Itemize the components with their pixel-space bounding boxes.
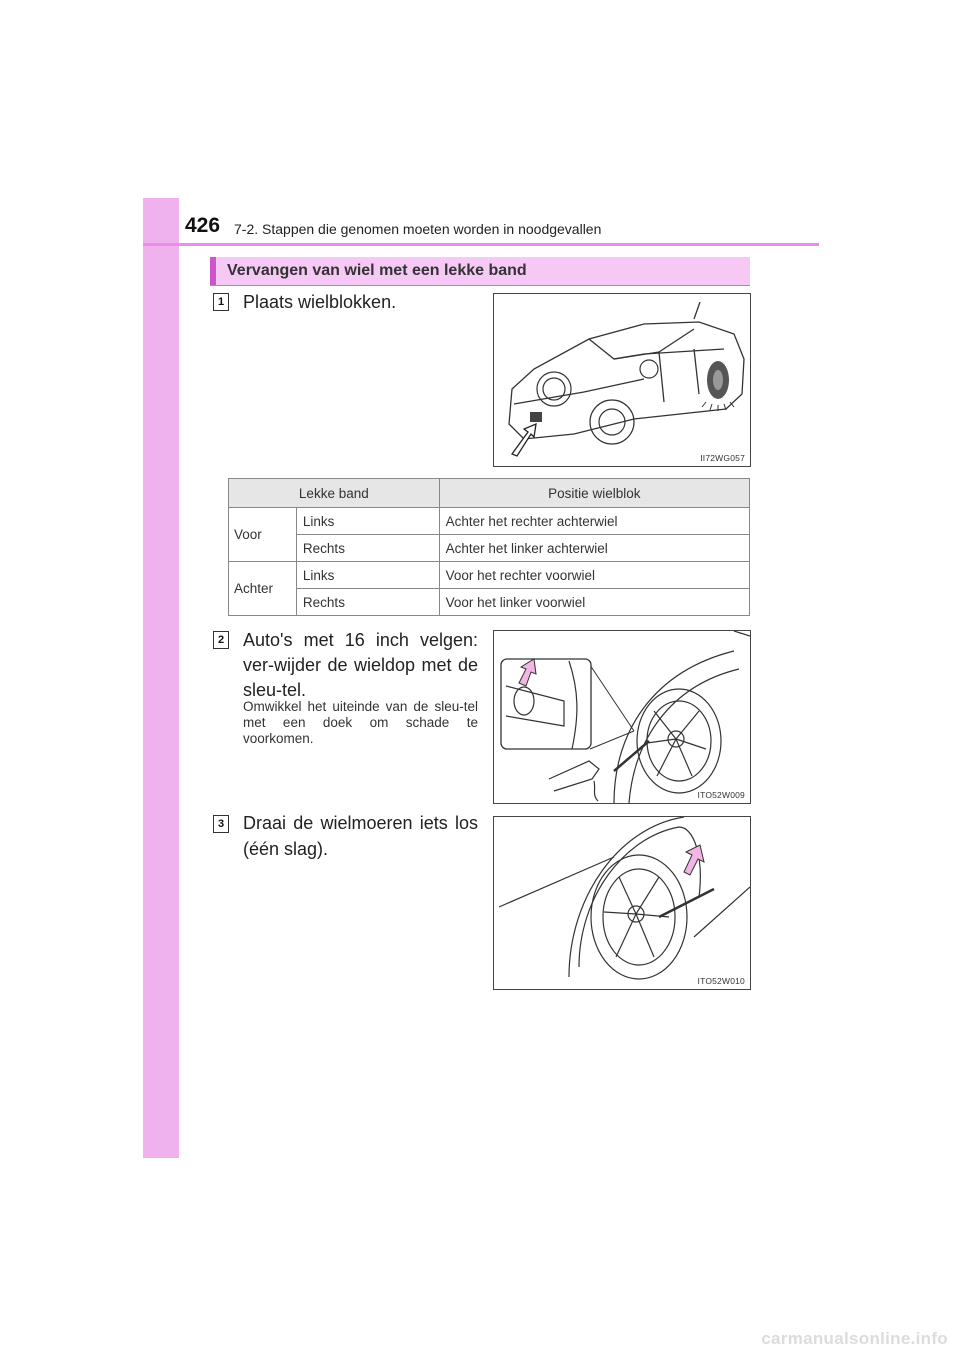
table-cell: Voor het linker voorwiel — [439, 589, 749, 616]
chapter-side-band — [143, 198, 179, 1158]
page-number: 426 — [185, 214, 221, 237]
chapter-title: 7-2. Stappen die genomen moeten worden in noodgevallen — [234, 221, 602, 237]
wheel-cap-illustration — [494, 631, 750, 803]
table-group-label: Voor — [229, 508, 297, 562]
table-cell: Achter het linker achterwiel — [439, 535, 749, 562]
step-2-note: Omwikkel het uiteinde van de sleu-tel met een doek om schade te voorkomen. — [243, 699, 478, 746]
step-1-number: 1 — [213, 293, 229, 311]
step-2-number: 2 — [213, 631, 229, 649]
figure-car-wheel-blocks — [493, 293, 751, 467]
table-cell: Rechts — [296, 589, 439, 616]
table-row — [229, 508, 750, 535]
step-3-number: 3 — [213, 815, 229, 833]
section-title: Vervangen van wiel met een lekke band — [227, 262, 527, 279]
step-3-text: Draai de wielmoeren iets los (één slag). — [243, 813, 478, 859]
figure-code: ITO52W009 — [697, 790, 745, 800]
table-row — [229, 562, 750, 589]
table-header-cell: Lekke band — [229, 479, 440, 508]
step-1-text: Plaats wielblokken. — [243, 292, 397, 312]
section-header — [210, 257, 750, 286]
car-illustration — [494, 294, 750, 466]
table-cell: Links — [296, 508, 439, 535]
table-cell: Voor het rechter voorwiel — [439, 562, 749, 589]
header-rule — [143, 243, 819, 246]
figure-code: II72WG057 — [700, 453, 745, 463]
wheel-block-table — [228, 478, 750, 616]
section-header-bar — [210, 257, 216, 285]
step-2-text: Auto's met 16 inch velgen: ver-wijder de wieldop met de sleu-tel. — [243, 630, 478, 700]
wheel-nuts-illustration — [494, 817, 750, 989]
table-row — [229, 535, 750, 562]
table-group-label: Achter — [229, 562, 297, 616]
figure-code: ITO52W010 — [697, 976, 745, 986]
figure-remove-wheel-cap — [493, 630, 751, 804]
table-header-cell: Positie wielblok — [439, 479, 749, 508]
figure-loosen-wheel-nuts — [493, 816, 751, 990]
table-row — [229, 589, 750, 616]
table-cell: Links — [296, 562, 439, 589]
table-header-row — [229, 479, 750, 508]
table-cell: Achter het rechter achterwiel — [439, 508, 749, 535]
table-cell: Rechts — [296, 535, 439, 562]
watermark: carmanualsonline.info — [761, 1329, 948, 1348]
